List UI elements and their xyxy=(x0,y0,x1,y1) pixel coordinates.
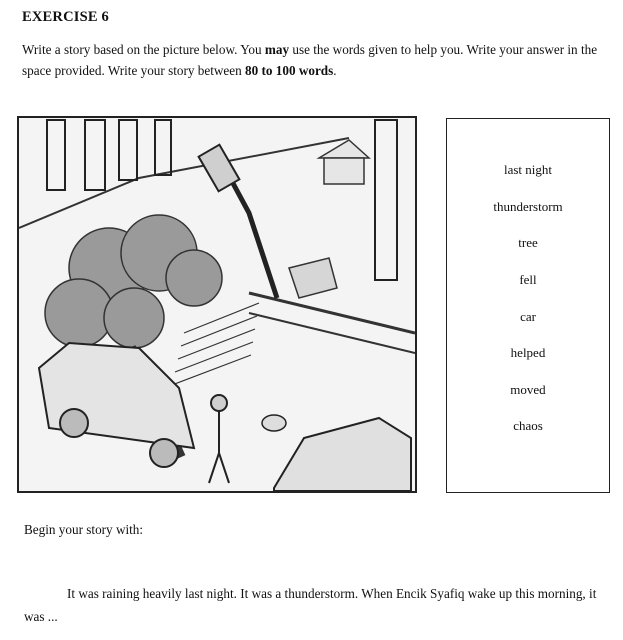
story-starter: It was raining heavily last night. It was a thunderstorm. When Encik Syafiq wake up this morning, it was ... xyxy=(24,586,597,624)
begin-label: Begin your story with: xyxy=(24,522,144,537)
word-item: last night xyxy=(503,162,553,177)
word-list-box xyxy=(446,118,610,493)
instructions-bold-word-count: 80 to 100 words xyxy=(244,63,334,78)
instructions-part3: . xyxy=(333,63,337,78)
word-item: chaos xyxy=(513,418,543,433)
instructions-bold-may: may xyxy=(264,42,290,57)
exercise-title: EXERCISE 6 xyxy=(22,9,110,25)
word-item: fell xyxy=(519,272,537,287)
instructions-part1: Write a story based on the picture below. You xyxy=(22,42,265,57)
word-item: thunderstorm xyxy=(493,199,563,214)
word-item: tree xyxy=(518,235,538,250)
instructions-part2: use the words given to help you. Write your answer in the space provided. Write your story between xyxy=(22,42,598,78)
instructions xyxy=(22,39,607,81)
word-item: helped xyxy=(510,345,546,360)
word-item: car xyxy=(520,309,536,324)
word-item: moved xyxy=(510,382,546,397)
storm-scene-illustration xyxy=(17,116,417,493)
storm-scene-drawing xyxy=(19,118,415,491)
